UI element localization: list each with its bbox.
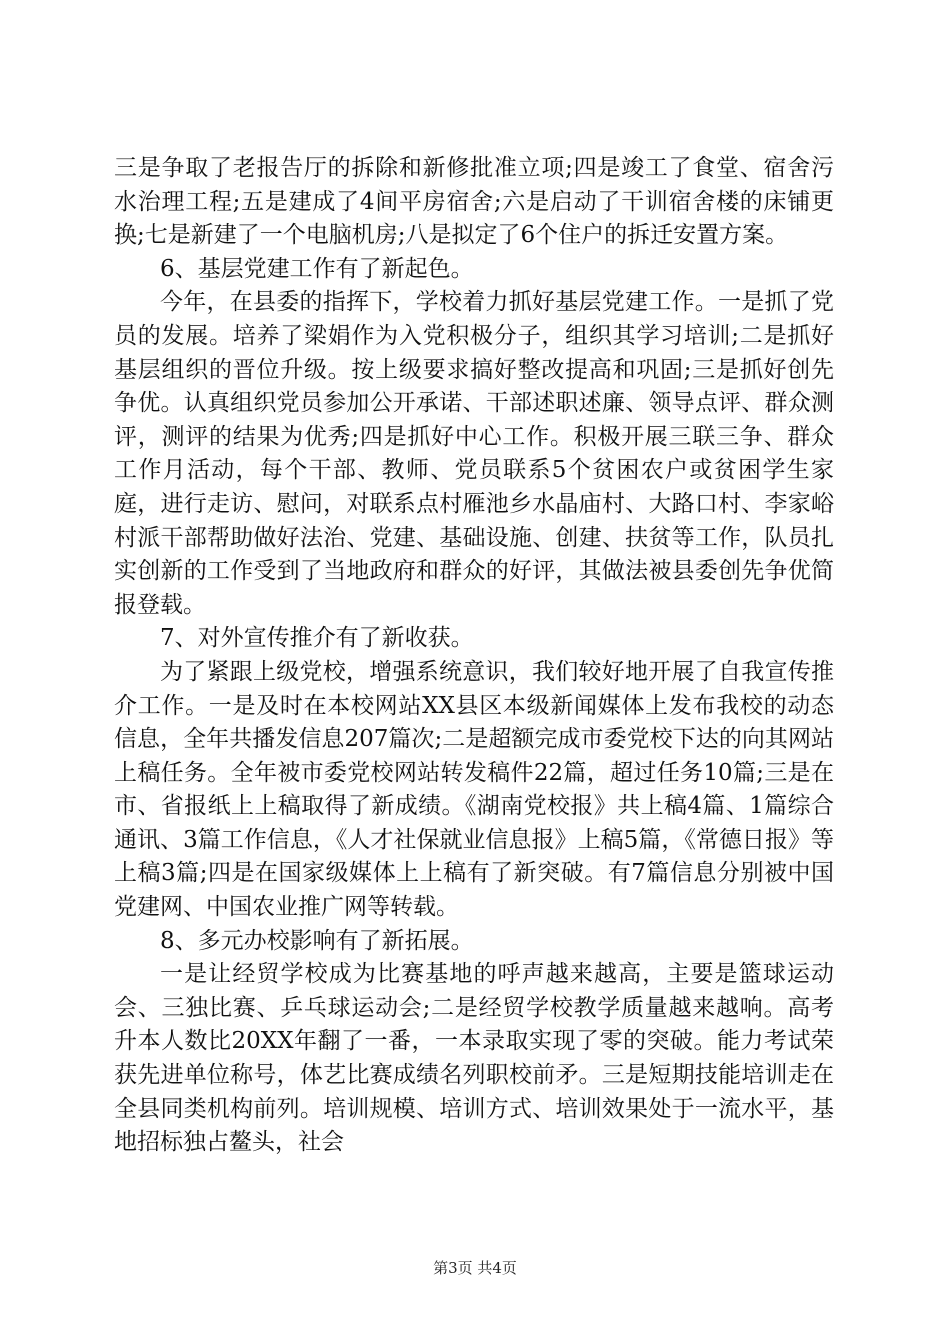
section-heading-8: 8、多元办校影响有了新拓展。: [160, 927, 474, 954]
section-heading-7: 7、对外宣传推介有了新收获。: [160, 625, 474, 652]
paragraph-party-building: 今年，在县委的指挥下，学校着力抓好基层党建工作。一是抓了党员的发展。培养了梁娟作为入党积极分子，组织其学习培训;二是抓好基层组织的晋位升级。按上级要求搞好整改提高和巩固;三是抓好创先争优。认真组织党员参加公开承诺、干部述职述廉、领导点评、群众测评，测评的结果为优秀;四是抓好中心工作。积极开展三联三争、群众工作月活动，每个干部、教师、党员联系5个贫困农户或贫困学生家庭，进行走访、慰问，对联系点村雁池乡水晶庙村、大路口村、李家峪村派干部帮助做好法治、党建、基础设施、创建、扶贫等工作，队员扎实创新的工作受到了当地政府和群众的好评，其做法被县委创先争优简报登载。: [114, 289, 834, 618]
section-heading-6: 6、基层党建工作有了新起色。: [160, 255, 474, 282]
paragraph-continuation: 三是争取了老报告厅的拆除和新修批准立项;四是竣工了食堂、宿舍污水治理工程;五是建成了4间平房宿舍;六是启动了干训宿舍楼的床铺更换;七是新建了一个电脑机房;八是拟定了6个住户的拆迁安置方案。: [114, 155, 834, 249]
paragraph-publicity: 为了紧跟上级党校，增强系统意识，我们较好地开展了自我宣传推介工作。一是及时在本校网站XX县区本级新闻媒体上发布我校的动态信息，全年共播发信息207篇次;二是超额完成市委党校下达的向其网站上稿任务。全年被市委党校网站转发稿件22篇，超过任务10篇;三是在市、省报纸上上稿取得了新成绩。《湖南党校报》共上稿4篇、1篇综合通讯、3篇工作信息，《人才社保就业信息报》上稿5篇，《常德日报》等上稿3篇;四是在国家级媒体上上稿有了新突破。有7篇信息分别被中国党建网、中国农业推广网等转载。: [114, 658, 834, 921]
paragraph-diversified-schooling: 一是让经贸学校成为比赛基地的呼声越来越高，主要是篮球运动会、三独比赛、乒乓球运动会;二是经贸学校教学质量越来越响。高考升本人数比20XX年翻了一番，一本录取实现了零的突破。能力考试荣获先进单位称号，体艺比赛成绩名列职校前矛。三是短期技能培训走在全县同类机构前列。培训规模、培训方式、培训效果处于一流水平，基地招标独占鳌头，社会: [114, 961, 834, 1156]
page-number-footer: 第3页 共4页: [433, 1259, 517, 1277]
document-body: [114, 152, 834, 1160]
